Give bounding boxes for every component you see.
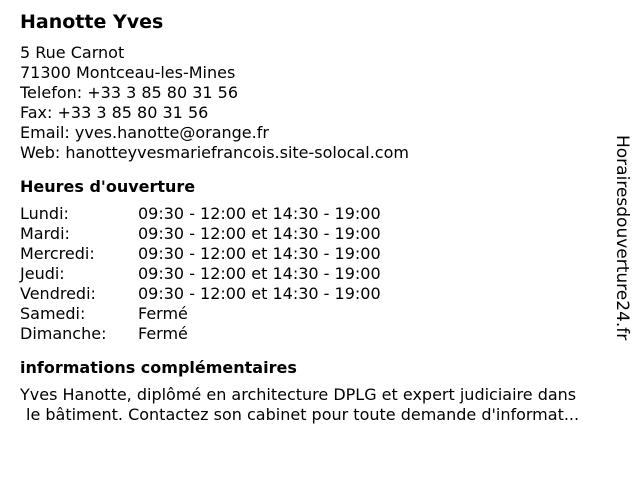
day-label: Vendredi: bbox=[20, 284, 96, 303]
business-name: Hanotte Yves bbox=[20, 11, 164, 33]
opening-hours-table bbox=[20, 204, 620, 344]
opening-hours-title: Heures d'ouverture bbox=[20, 177, 196, 196]
day-label: Samedi: bbox=[20, 304, 86, 323]
hours-row-tuesday bbox=[20, 224, 620, 244]
hours-row-friday bbox=[20, 284, 620, 304]
day-label: Dimanche: bbox=[20, 324, 107, 343]
hours-value: Fermé bbox=[138, 324, 188, 343]
address-street: 5 Rue Carnot bbox=[20, 43, 125, 62]
description-line: le bâtiment. Contactez son cabinet pour toute demande d'informat... bbox=[26, 405, 580, 424]
day-label: Mardi: bbox=[20, 224, 70, 243]
hours-value: 09:30 - 12:00 et 14:30 - 19:00 bbox=[138, 204, 381, 223]
hours-value: 09:30 - 12:00 et 14:30 - 19:00 bbox=[138, 264, 381, 283]
day-label: Jeudi: bbox=[20, 264, 65, 283]
email-address: Email: yves.hanotte@orange.fr bbox=[20, 123, 269, 142]
hours-value: Fermé bbox=[138, 304, 188, 323]
fax-number: Fax: +33 3 85 80 31 56 bbox=[20, 103, 209, 122]
hours-row-monday bbox=[20, 204, 620, 224]
hours-row-saturday bbox=[20, 304, 620, 324]
additional-info-title: informations complémentaires bbox=[20, 358, 297, 377]
hours-value: 09:30 - 12:00 et 14:30 - 19:00 bbox=[138, 244, 381, 263]
hours-row-wednesday bbox=[20, 244, 620, 264]
website-url: Web: hanotteyvesmariefrancois.site-solocal.com bbox=[20, 143, 409, 162]
address-city: 71300 Montceau-les-Mines bbox=[20, 63, 236, 82]
hours-row-sunday bbox=[20, 324, 620, 344]
hours-value: 09:30 - 12:00 et 14:30 - 19:00 bbox=[138, 224, 381, 243]
hours-value: 09:30 - 12:00 et 14:30 - 19:00 bbox=[138, 284, 381, 303]
day-label: Lundi: bbox=[20, 204, 69, 223]
business-card bbox=[20, 10, 620, 425]
description-line: Yves Hanotte, diplômé en architecture DPLG et expert judiciaire dans bbox=[20, 385, 577, 404]
phone-number: Telefon: +33 3 85 80 31 56 bbox=[20, 83, 239, 102]
business-description bbox=[20, 385, 620, 425]
day-label: Mercredi: bbox=[20, 244, 95, 263]
site-watermark: Horairesdouverture24.fr bbox=[612, 135, 632, 341]
hours-row-thursday bbox=[20, 264, 620, 284]
